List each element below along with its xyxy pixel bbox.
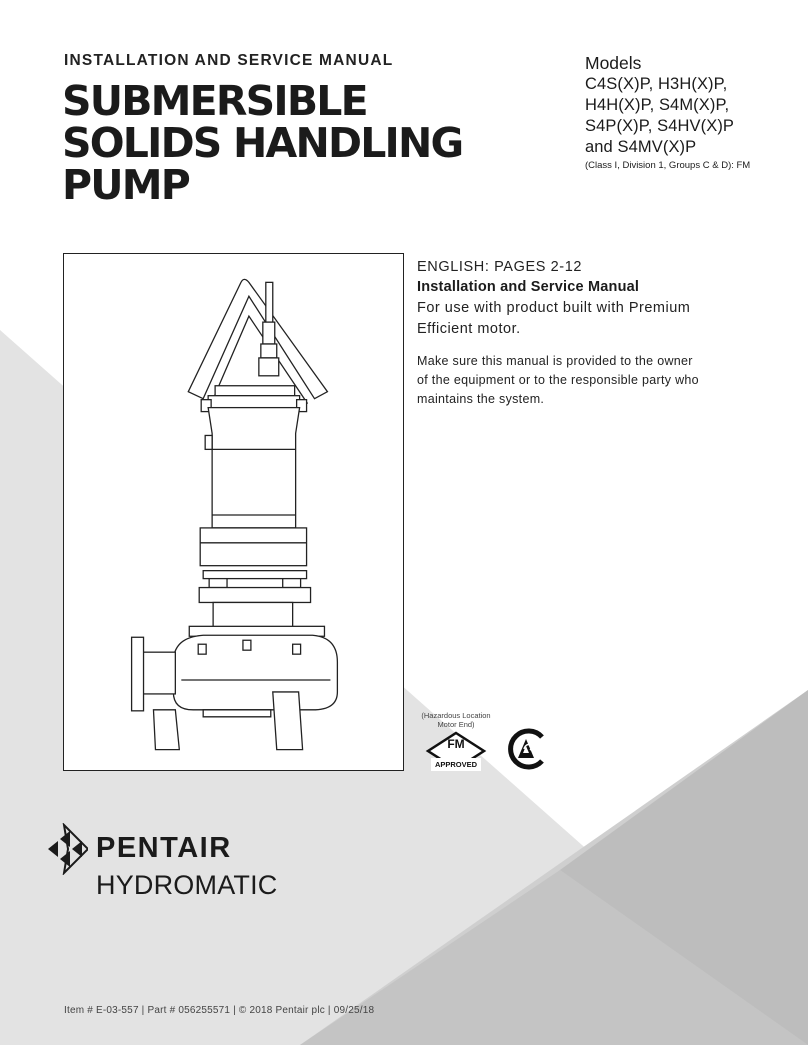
brand-name: PENTAIR (96, 832, 232, 864)
product-note-line: Efficient motor. (417, 321, 521, 337)
fm-label: FM (447, 737, 465, 751)
owner-note-line: Make sure this manual is provided to the owner (417, 354, 693, 368)
pentair-logo-icon (48, 823, 88, 875)
pump-illustration (63, 253, 404, 771)
language-pages: ENGLISH: PAGES 2-12 (417, 259, 583, 275)
owner-note (417, 352, 757, 409)
hazard-class-note: (Class I, Division 1, Groups C & D): FM (585, 160, 751, 171)
footer-info: Item # E-03-557 | Part # 056255571 | © 2018 Pentair plc | 09/25/18 (64, 1005, 375, 1016)
owner-note-line: maintains the system. (417, 392, 545, 406)
model-line: S4P(X)P, S4HV(X)P (585, 117, 735, 135)
page-title (62, 77, 522, 209)
title-line: SOLIDS HANDLING (62, 119, 463, 167)
models-heading: Models (585, 53, 642, 73)
intro-block (417, 257, 757, 409)
model-line: C4S(X)P, H3H(X)P, (585, 75, 728, 93)
title-line: PUMP (62, 161, 189, 209)
hazard-note-line: (Hazardous Location (421, 711, 491, 720)
csa-certification-icon (504, 727, 548, 771)
brand-subname: HYDROMATIC (96, 870, 278, 900)
models-block (585, 52, 800, 172)
model-line: and S4MV(X)P (585, 138, 697, 156)
pump-drawing (64, 254, 403, 770)
product-note-line: For use with product built with Premium (417, 300, 691, 316)
hazard-location-note (418, 711, 494, 729)
model-line: H4H(X)P, S4M(X)P, (585, 96, 730, 114)
manual-type-label: INSTALLATION AND SERVICE MANUAL (64, 52, 394, 69)
title-line: SUBMERSIBLE (62, 77, 367, 125)
manual-heading: Installation and Service Manual (417, 279, 640, 295)
approved-label: APPROVED (434, 760, 478, 769)
hazard-note-line: Motor End) (437, 720, 475, 729)
owner-note-line: of the equipment or to the responsible party who (417, 373, 699, 387)
